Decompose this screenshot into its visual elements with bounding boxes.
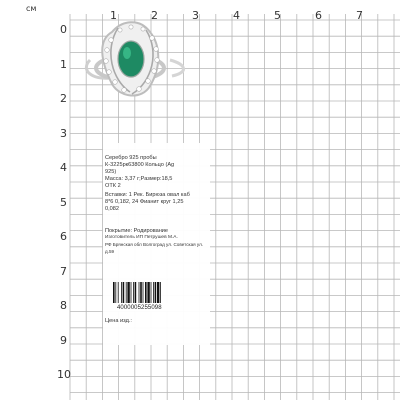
x-axis-label: 7 (356, 9, 363, 22)
x-axis-label: 3 (192, 9, 199, 22)
tag-line-3: 925) (105, 169, 117, 175)
y-axis-label: 2 (60, 92, 67, 105)
y-axis-label: 8 (60, 299, 67, 312)
x-axis-label: 1 (110, 9, 117, 22)
tag-line-10: Покрытие: Родирование (105, 228, 169, 234)
product-tag (105, 140, 205, 345)
y-axis-label: 3 (60, 126, 67, 140)
tag-line-5: ОТК 2 (105, 183, 121, 189)
unit-label: см (26, 4, 37, 13)
y-axis-label: 7 (60, 264, 67, 278)
x-axis-label: 4 (233, 9, 240, 22)
y-axis-label: 5 (60, 195, 67, 209)
y-axis-label: 0 (60, 23, 67, 36)
y-axis-label: 1 (60, 57, 67, 71)
x-axis-label: 6 (315, 9, 322, 22)
tag-line-7: 8*6 0,182, 24 Фианит круг 1,25 (105, 199, 184, 205)
tag-line-1: Серебро 925 пробы (105, 155, 157, 161)
y-axis-label: 4 (60, 161, 67, 174)
tag-line-4: Масса: 3,37 г;Размер:18,5 (105, 176, 173, 182)
tag-line-11: Изготовитель ИП Петрушев М.А. (105, 235, 178, 240)
barcode-number: 4000005255098 (117, 305, 162, 311)
tag-line-6: Вставки: 1 Рек. Бирюза овал каб (105, 192, 190, 198)
y-axis-label: 9 (60, 333, 67, 347)
tag-line-2: К-3225рк63800 Кольцо (Ag (105, 162, 175, 168)
x-axis-label: 5 (274, 9, 281, 22)
price-label: Цена изд.: (105, 318, 132, 324)
tag-line-12: РФ Брянская обл Волгоград ул. Советская ул. д.59 (105, 242, 205, 254)
y-axis-label: 6 (60, 230, 67, 243)
y-axis-label: 10 (57, 368, 71, 381)
x-axis-label: 2 (151, 9, 158, 22)
tag-line-8: 0,082 (105, 206, 119, 212)
